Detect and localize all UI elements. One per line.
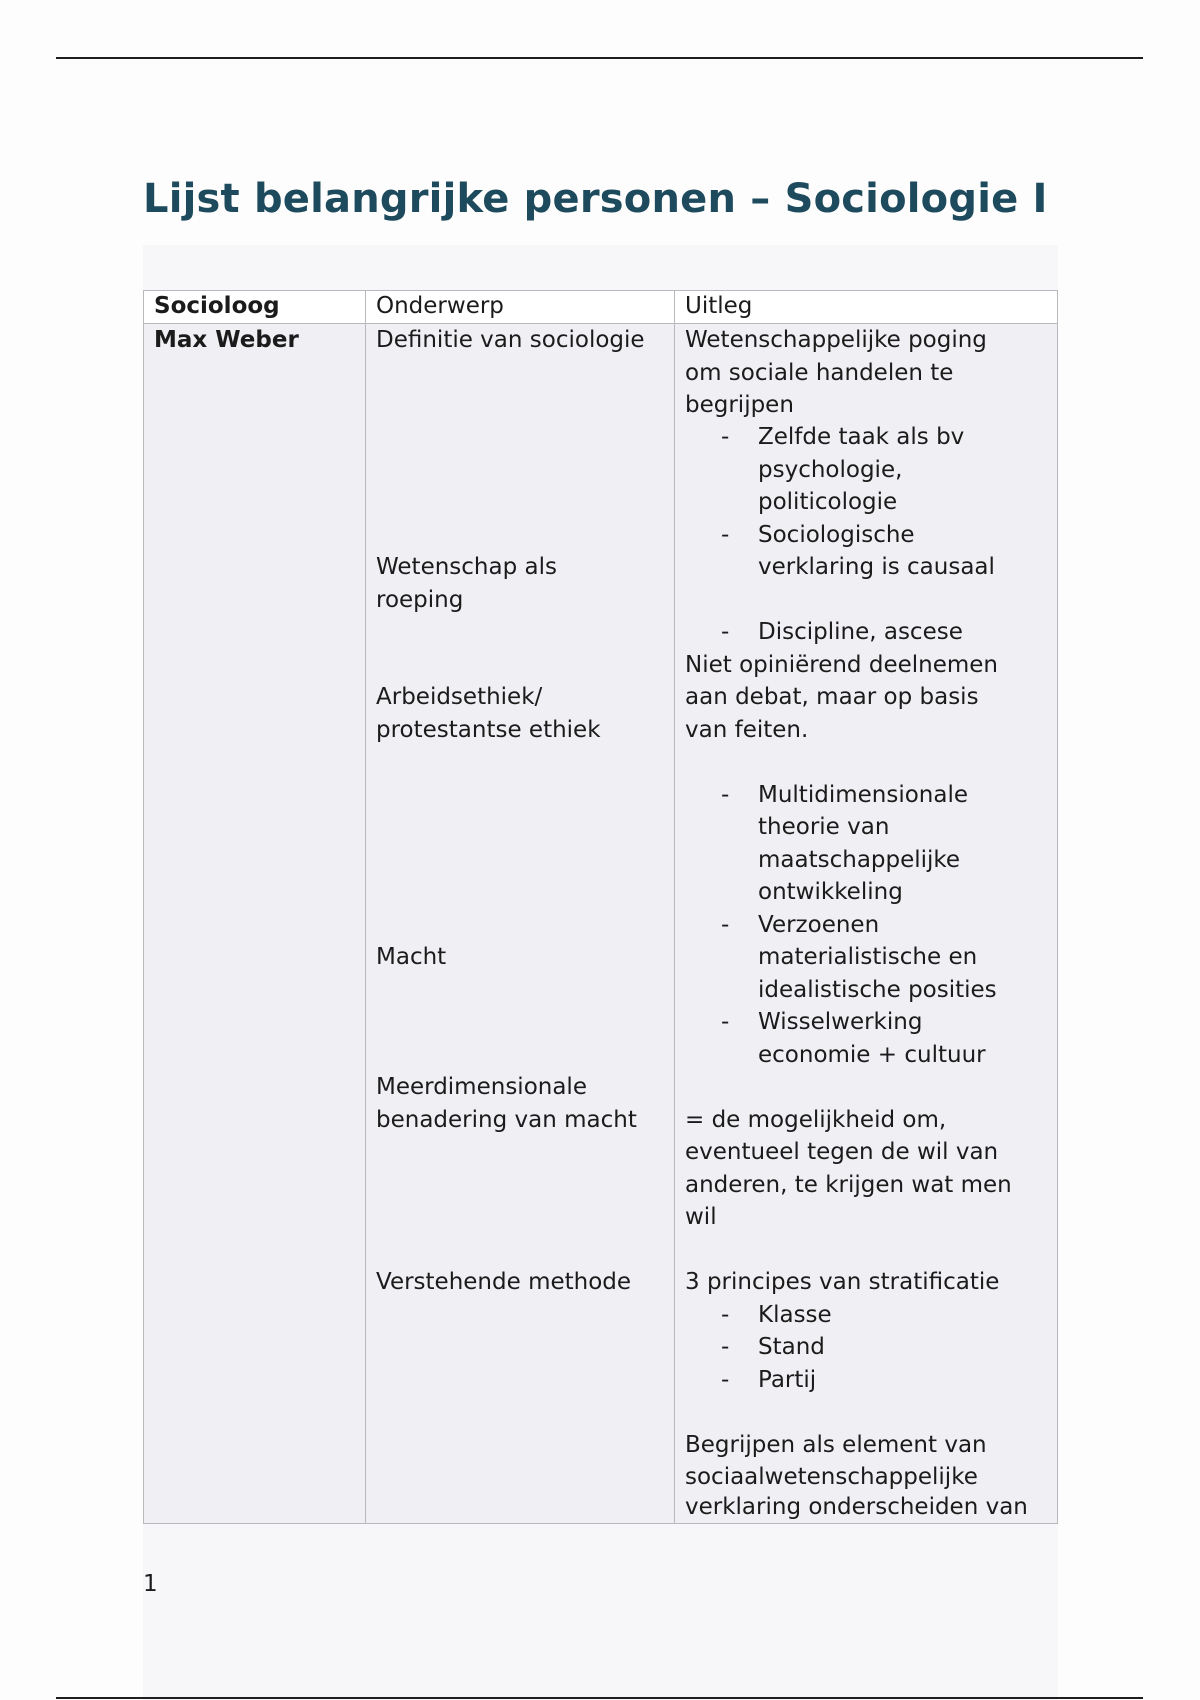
page-number: 1: [143, 1571, 158, 1597]
bullet-zelfde-3: politicologie: [758, 489, 898, 515]
header-uitleg: Uitleg: [685, 293, 753, 319]
cell-socioloog: [143, 323, 366, 1524]
topic-roeping-line1: Wetenschap als: [376, 554, 557, 580]
uitleg-definitie-3: begrijpen: [685, 392, 794, 418]
bullet-dash: -: [721, 1367, 730, 1393]
bullet-multidim-4: ontwikkeling: [758, 879, 903, 905]
uitleg-stratificatie-title: 3 principes van stratificatie: [685, 1269, 1000, 1295]
bullet-dash: -: [721, 522, 730, 548]
header-cell-socioloog: [143, 290, 366, 324]
topic-ethiek-line1: Arbeidsethiek/: [376, 684, 543, 710]
header-socioloog: Socioloog: [154, 293, 280, 319]
topic-meerdim-line2: benadering van macht: [376, 1107, 637, 1133]
bullet-dash: -: [721, 619, 730, 645]
bullet-dash: -: [721, 912, 730, 938]
header-cell-uitleg: [674, 290, 1058, 324]
bullet-stand: Stand: [758, 1334, 825, 1360]
cell-uitleg: [674, 323, 1058, 1524]
uitleg-macht-2: eventueel tegen de wil van: [685, 1139, 999, 1165]
uitleg-macht-4: wil: [685, 1204, 717, 1230]
cell-onderwerp: [365, 323, 675, 1524]
uitleg-verstehen-3: verklaring onderscheiden van: [685, 1494, 1028, 1520]
uitleg-macht-1: = de mogelijkheid om,: [685, 1107, 947, 1133]
uitleg-roeping-3: van feiten.: [685, 717, 809, 743]
topic-ethiek-line2: protestantse ethiek: [376, 717, 601, 743]
socioloog-name: Max Weber: [154, 327, 299, 353]
header-cell-onderwerp: [365, 290, 675, 324]
bullet-zelfde-2: psychologie,: [758, 457, 903, 483]
document-title: Lijst belangrijke personen – Sociologie I: [143, 176, 1048, 222]
bullet-wisselwerking-2: economie + cultuur: [758, 1042, 986, 1068]
bullet-zelfde-1: Zelfde taak als bv: [758, 424, 965, 450]
uitleg-roeping-2: aan debat, maar op basis: [685, 684, 979, 710]
topic-definitie: Definitie van sociologie: [376, 327, 645, 353]
bullet-dash: -: [721, 1302, 730, 1328]
bullet-wisselwerking-1: Wisselwerking: [758, 1009, 923, 1035]
bullet-discipline: Discipline, ascese: [758, 619, 963, 645]
uitleg-definitie-2: om sociale handelen te: [685, 360, 954, 386]
uitleg-verstehen-2: sociaalwetenschappelijke: [685, 1464, 978, 1490]
bullet-dash: -: [721, 782, 730, 808]
bullet-partij: Partij: [758, 1367, 817, 1393]
topic-roeping-line2: roeping: [376, 587, 464, 613]
bullet-verzoenen-1: Verzoenen: [758, 912, 880, 938]
uitleg-verstehen-1: Begrijpen als element van: [685, 1432, 987, 1458]
bullet-dash: -: [721, 1334, 730, 1360]
header-onderwerp: Onderwerp: [376, 293, 504, 319]
topic-verstehen: Verstehende methode: [376, 1269, 632, 1295]
uitleg-macht-3: anderen, te krijgen wat men: [685, 1172, 1012, 1198]
bullet-causaal-1: Sociologische: [758, 522, 915, 548]
uitleg-roeping-1: Niet opiniërend deelnemen: [685, 652, 998, 678]
bullet-verzoenen-2: materialistische en: [758, 944, 978, 970]
bullet-klasse: Klasse: [758, 1302, 832, 1328]
bullet-multidim-3: maatschappelijke: [758, 847, 961, 873]
header-rule: [56, 57, 1143, 59]
bullet-causaal-2: verklaring is causaal: [758, 554, 995, 580]
bullet-multidim-1: Multidimensionale: [758, 782, 968, 808]
footer-rule: [56, 1697, 1143, 1699]
bullet-verzoenen-3: idealistische posities: [758, 977, 997, 1003]
bullet-dash: -: [721, 424, 730, 450]
bullet-multidim-2: theorie van: [758, 814, 890, 840]
topic-meerdim-line1: Meerdimensionale: [376, 1074, 587, 1100]
bullet-dash: -: [721, 1009, 730, 1035]
topic-macht: Macht: [376, 944, 447, 970]
uitleg-definitie-1: Wetenschappelijke poging: [685, 327, 987, 353]
